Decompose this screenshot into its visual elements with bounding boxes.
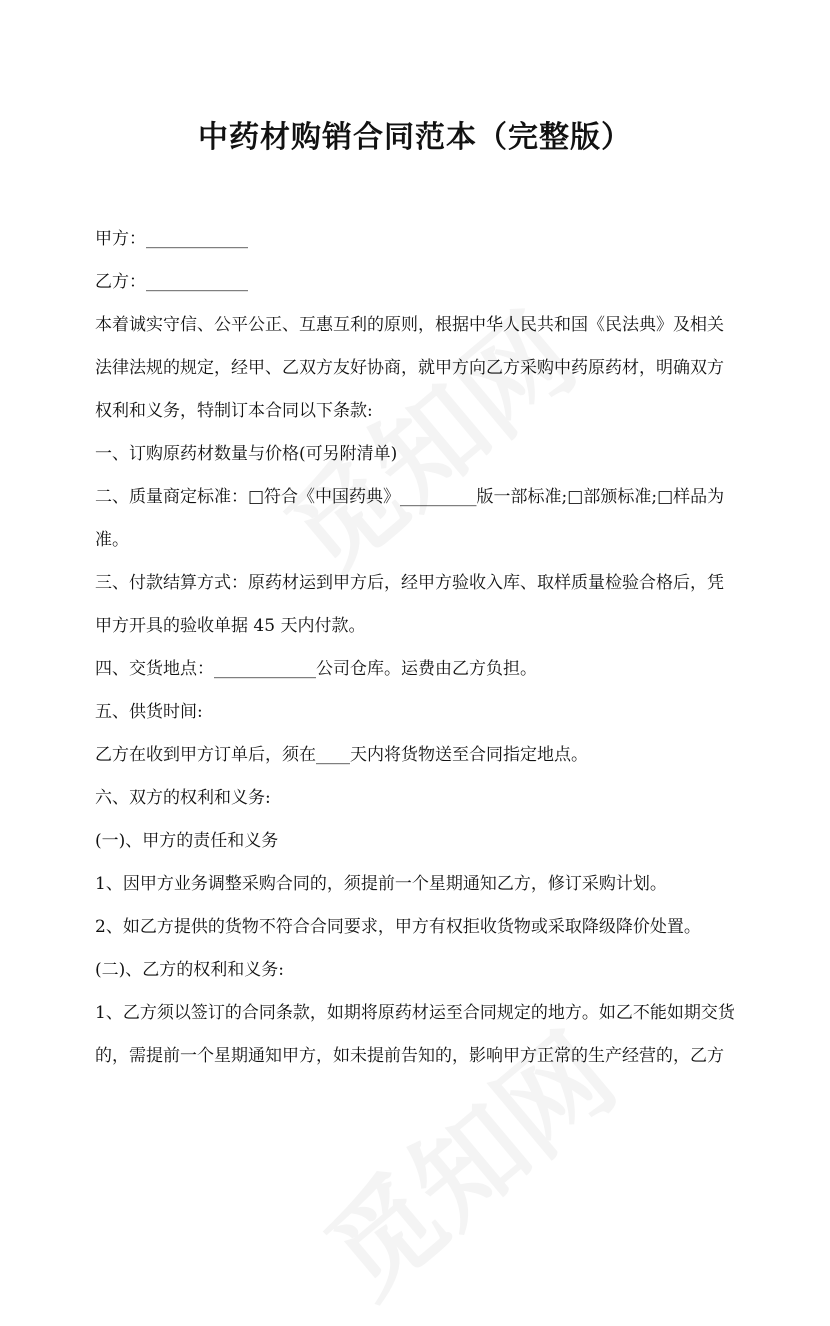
text-line: 乙方：____________ [95,272,248,292]
text-line: 乙方在收到甲方订单后，须在____天内将货物送至合同指定地点。 [95,745,588,765]
text-line: 1、乙方须以签订的合同条款，如期将原药材运至合同规定的地方。如乙不能如期交货 [95,1003,735,1023]
text-line: (二)、乙方的权利和义务: [95,960,284,980]
text-line: 五、供货时间: [95,702,203,722]
text-line: 法律法规的规定，经甲、乙双方友好协商，就甲方向乙方采购中药原药材，明确双方 [95,358,724,378]
text-line: 二、质量商定标准：□符合《中国药典》_________版一部标准;□部颁标准;□样品为 [95,487,725,507]
text-line: 准。 [95,530,129,550]
text-line: 甲方开具的验收单据 45 天内付款。 [95,616,366,636]
document-title: 中药材购销合同范本（完整版） [198,120,632,155]
text-line: (一)、甲方的责任和义务 [95,831,279,851]
text-line: 的，需提前一个星期通知甲方，如未提前告知的，影响甲方正常的生产经营的，乙方 [95,1046,724,1066]
contract-body [95,218,735,1078]
text-line: 四、交货地点：____________公司仓库。运费由乙方负担。 [95,659,537,679]
text-line: 甲方：____________ [95,229,248,249]
text-line: 一、订购原药材数量与价格(可另附清单) [95,444,398,464]
text-line: 2、如乙方提供的货物不符合合同要求，甲方有权拒收货物或采取降级降价处置。 [95,917,701,937]
text-line: 六、双方的权利和义务: [95,788,271,808]
text-line: 本着诚实守信、公平公正、互惠互利的原则，根据中华人民共和国《民法典》及相关 [95,315,724,335]
text-line: 三、付款结算方式：原药材运到甲方后，经甲方验收入库、取样质量检验合格后，凭 [95,573,724,593]
text-line: 权利和义务，特制订本合同以下条款: [95,401,373,421]
text-line: 1、因甲方业务调整采购合同的，须提前一个星期通知乙方，修订采购计划。 [95,874,667,894]
